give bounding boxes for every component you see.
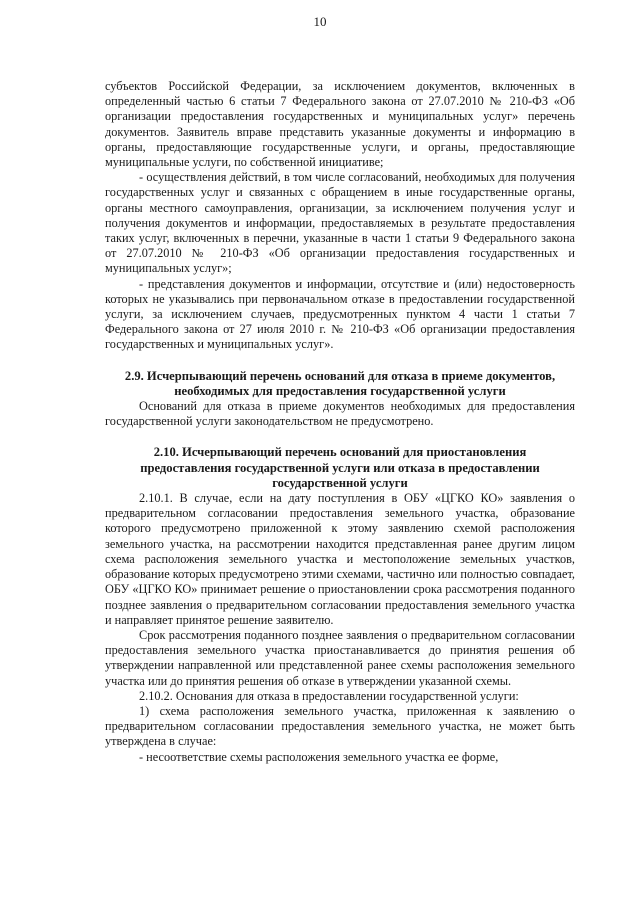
page-number: 10 bbox=[313, 14, 327, 29]
section-2-10-heading: 2.10. Исчерпывающий перечень оснований для приостановления предоставления государственной услуги или отказа в предоставлении государственной услуги bbox=[140, 445, 540, 490]
paragraph-continuation: субъектов Российской Федерации, за исключением документов, включенных в определенный частью 6 статьи 7 Федерального закона от 27.07.2010 № 210-ФЗ «Об организации предоставления государственных и муниципальных услуг» перечень документов. Заявитель вправе представить указанные документы и информацию в органы, предоставляющие государственные услуги, и органы, предоставляющие муниципальные услуги, по собственной инициативе; bbox=[105, 79, 575, 170]
list-item-actions: - осуществления действий, в том числе согласований, необходимых для получения государственных услуг и связанных с обращением в иные государственные органы, органы местного самоуправления, организации, за исключением получения услуг и получения документов и информации, предоставляемых в результате предоставления таких услуг, включенных в перечни, указанные в части 1 статьи 9 Федерального закона от 27.07.2010 № 210-ФЗ «Об организации предоставления государственных и муниципальных услуг»; bbox=[105, 170, 575, 276]
suspension-term-paragraph: Срок рассмотрения поданного позднее заявления о предварительном согласовании предоставления земельного участка приостанавливается до принятия решения об утверждении направленной или представленной ранее схемы расположения земельного участка или до принятия решения об отказе в утверждении указанной схемы. bbox=[105, 627, 575, 688]
section-2-9-heading-line1: 2.9. Исчерпывающий перечень оснований для отказа в приеме документов, bbox=[124, 368, 556, 383]
section-2-9-text: Оснований для отказа в приеме документов необходимых для предоставления государственной услуги законодательством не предусмотрено. bbox=[105, 399, 575, 429]
document-body bbox=[105, 79, 575, 765]
section-2-9-heading-line2: необходимых для предоставления государственной услуги bbox=[174, 383, 506, 398]
section-2-10-1-paragraph: 2.10.1. В случае, если на дату поступления в ОБУ «ЦГКО КО» заявления о предварительном согласовании предоставления земельного участка, образование которого предусмотрено приложенной к этому заявлению схемой расположения земельного участка, на рассмотрении находится представленная ранее другим лицом схема расположения земельного участка и местоположение земельных участков, образование которых предусмотрено этими схемами, частично или полностью совпадает, ОБУ «ЦГКО КО» принимает решение о приостановлении срока рассмотрения поданного позднее заявления о предварительном согласовании предоставления земельного участка и направляет принятое решение заявителю. bbox=[105, 491, 575, 627]
section-2-9-heading bbox=[105, 369, 575, 399]
refusal-grounds-item-1: 1) схема расположения земельного участка, приложенная к заявлению о предварительном согласовании предоставления земельного участка, не может быть утверждена в случае: bbox=[105, 703, 575, 749]
section-2-10-2-paragraph: 2.10.2. Основания для отказа в предоставлении государственной услуги: bbox=[139, 688, 519, 703]
list-item-documents: - представления документов и информации, отсутствие и (или) недостоверность которых не указывались при первоначальном отказе в предоставлении государственной услуги, за исключением случаев, предусмотренных пунктом 4 части 1 статьи 7 Федерального закона от 27 июля 2010 г. № 210-ФЗ «Об организации предоставления государственных и муниципальных услуг». bbox=[105, 276, 575, 352]
refusal-grounds-subitem: - несоответствие схемы расположения земельного участка ее форме, bbox=[139, 749, 499, 764]
